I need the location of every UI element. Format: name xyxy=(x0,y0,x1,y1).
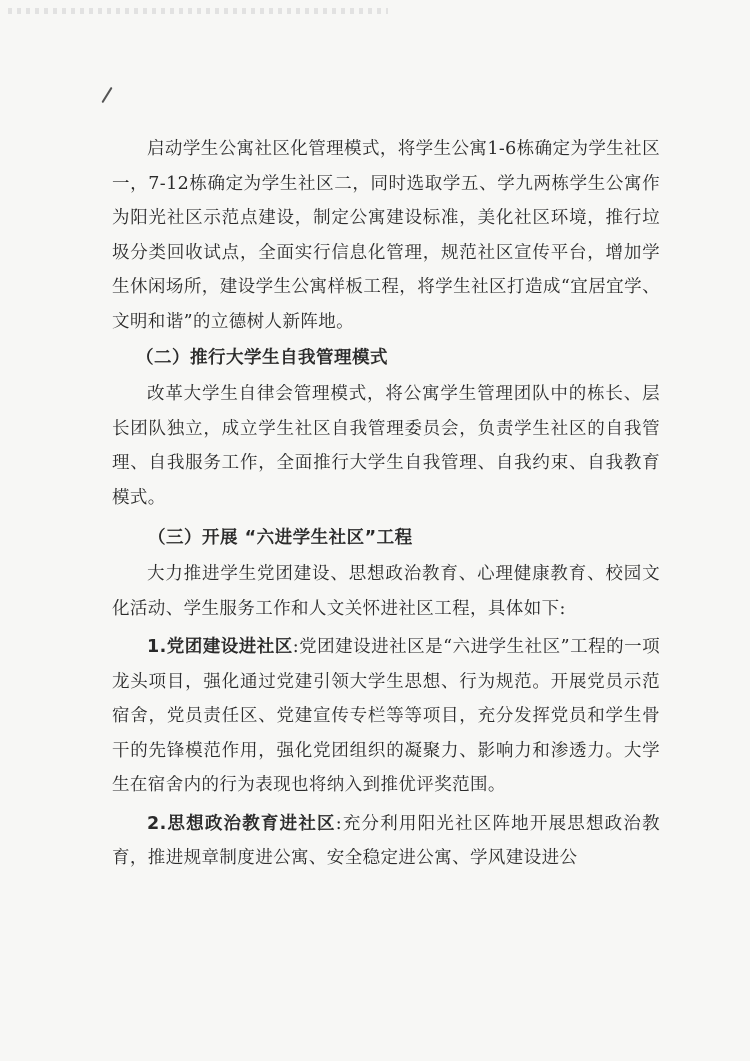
paragraph-self-management: 改革大学生自律会管理模式，将公寓学生管理团队中的栋长、层长团队独立，成立学生社区自我管理委员会，负责学生社区的自我管理、自我服务工作，全面推行大学生自我管理、自我约束、自我教育模式。 xyxy=(112,384,660,508)
item-ideological-education xyxy=(112,807,660,876)
paragraph-six-entries-intro: 大力推进学生党团建设、思想政治教育、心理健康教育、校园文化活动、学生服务工作和人文关怀进社区工程，具体如下: xyxy=(112,564,660,619)
heading-self-management: （二）推行大学生自我管理模式 xyxy=(136,348,388,368)
item-ideological-education-text: :充分利用阳光社区阵地开展思想政治教育，推进规章制度进公寓、安全稳定进公寓、学风建设进公 xyxy=(112,813,660,868)
heading-six-entries: （三）开展 “六进学生社区”工程 xyxy=(148,528,413,548)
document-body xyxy=(112,132,660,876)
item-party-building-text: :党团建设进社区是“六进学生社区”工程的一项龙头项目，强化通过党建引领大学生思想、行为规范。开展党员示范宿舍，党员责任区、党建宣传专栏等等项目，充分发挥党员和学生骨干的先锋模范作用，强化党团组织的凝聚力、影响力和渗透力。大学生在宿舍内的行为表现也将纳入到推优评奖范围。 xyxy=(112,637,660,795)
paragraph-apartment-community: 启动学生公寓社区化管理模式，将学生公寓1-6栋确定为学生社区一，7-12栋确定为学生社区二，同时选取学五、学九两栋学生公寓作为阳光社区示范点建设，制定公寓建设标准，美化社区环境，推行垃圾分类回收试点，全面实行信息化管理，规范社区宣传平台，增加学生休闲场所，建设学生公寓样板工程，将学生社区打造成“宜居宜学、文明和谐”的立德树人新阵地。 xyxy=(112,139,660,332)
scan-header-noise xyxy=(8,8,388,14)
pen-mark xyxy=(101,87,112,103)
item-party-building xyxy=(112,630,660,803)
item-ideological-education-lead: 2.思想政治教育进社区 xyxy=(147,813,336,834)
item-party-building-lead: 1.党团建设进社区 xyxy=(147,637,293,657)
